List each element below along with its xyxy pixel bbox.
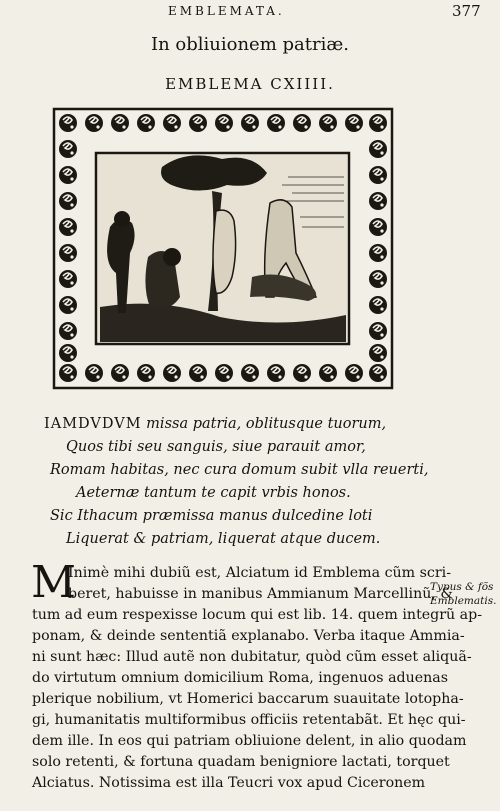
margin-note [430, 580, 498, 608]
verse-initial-caps: IAMDVDVM [44, 416, 142, 432]
commentary-line: solo retenti, & fortuna quadam benigniore lactati, torquet [32, 754, 450, 770]
commentary-line: dem ille. In eos qui patriam obliuione delent, in alio quodam [32, 733, 467, 749]
commentary-line: do virtutum omnium domicilium Roma, ingenuos aduenas [32, 670, 449, 686]
commentary-line: Alciatus. Notissima est illa Teucri vox apud Ciceronem [32, 775, 426, 791]
verse-line: Aeternæ tantum te capit vrbis honos. [76, 485, 351, 501]
verse-block [44, 413, 444, 551]
woodcut-illustration [52, 107, 394, 390]
verse-line: Liquerat & patriam, liquerat atque ducem. [66, 531, 381, 547]
verse-line [44, 413, 444, 436]
verse-line: Romam habitas, nec cura domum subit vlla reuerti, [50, 462, 429, 478]
woodcut-scene [98, 155, 347, 342]
margin-note-line: Typus & fõs [430, 581, 494, 593]
commentary-line: ponam, & deinde sententiã explanabo. Verba itaque Ammia- [32, 628, 465, 644]
verse-line: Quos tibi seu sanguis, siue parauit amor, [66, 439, 366, 455]
commentary-line: Inimè mihi dubiũ est, Alciatum id Emblema cũm scri- [68, 565, 451, 581]
page-number: 377 [452, 2, 481, 20]
commentary-line: gi, humanitatis multiformibus officiis retentabãt. Et hęc qui- [32, 712, 466, 728]
verse-line-text: missa patria, oblitusque tuorum, [141, 416, 387, 432]
commentary-line: plerique nobilium, vt Homerici baccarum suauitate lotopha- [32, 691, 464, 707]
commentary-line: tum ad eum respexisse locum qui est lib. 14. quem integrũ ap- [32, 607, 483, 623]
commentary-line: beret, habuisse in manibus Ammianum Marcellinũ, & [68, 586, 454, 602]
running-head [0, 4, 500, 22]
drop-cap: M [31, 557, 77, 608]
emblem-number: EMBLEMA CXIIII. [165, 75, 335, 93]
commentary-line: ni sunt hæc: Illud autẽ non dubitatur, quòd cũm esset aliquã- [32, 649, 472, 665]
running-title: EMBLEMATA. [168, 4, 285, 18]
verse-line: Sic Ithacum præmissa manus dulcedine loti [50, 508, 373, 524]
margin-note-line: Emblematis. [430, 595, 497, 607]
emblem-title: In obliuionem patriæ. [150, 34, 349, 55]
